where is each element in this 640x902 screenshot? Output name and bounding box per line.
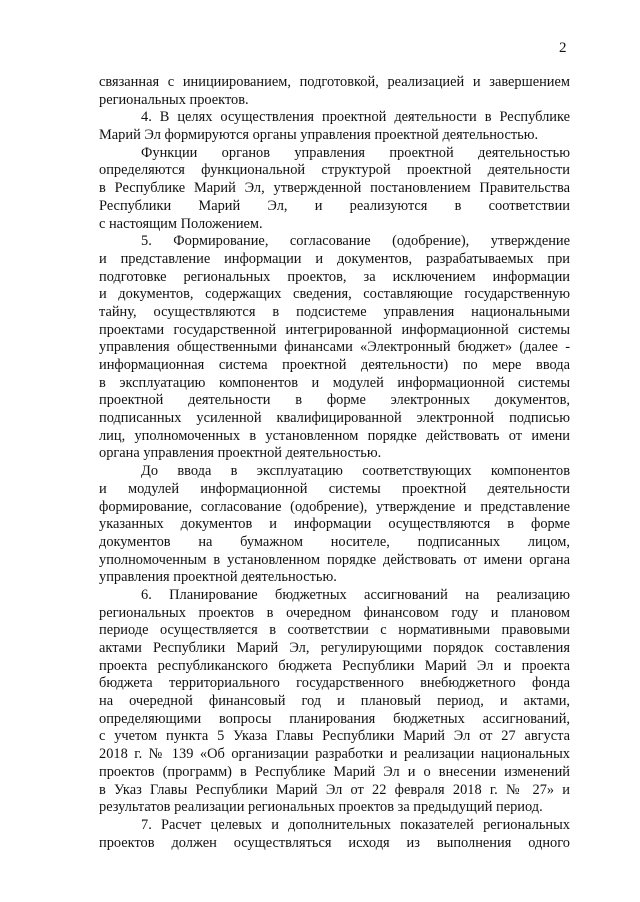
text-line: проектами государственной интегрированной информационной системы: [99, 321, 570, 338]
text-line: бюджета территориального государственного внебюджетного фонда: [99, 675, 570, 692]
text-line: управления проектной деятельностью.: [99, 569, 337, 586]
text-line: региональных проектов в очередном финансовом году и плановом: [99, 604, 570, 621]
text-line: в Республике Марий Эл, утвержденной постановлением Правительства: [99, 180, 570, 197]
page-number: 2: [559, 40, 567, 56]
text-line: проектной деятельности в форме электронных документов,: [99, 392, 570, 409]
text-line: документов на бумажном носителе, подписанных лицом,: [99, 533, 570, 550]
text-line: 5. Формирование, согласование (одобрение), утверждение: [141, 233, 570, 250]
text-line: лиц, уполномоченных в установленном порядке действовать от имени: [99, 427, 570, 444]
text-line: в эксплуатацию компонентов и модулей информационной системы: [99, 374, 570, 391]
text-line: 6. Планирование бюджетных ассигнований на реализацию: [141, 586, 570, 603]
text-line: указанных документов и информации осуществляются в форме: [99, 516, 570, 533]
text-line: определяются функциональной структурой проектной деятельности: [99, 162, 570, 179]
text-line: с настоящим Положением.: [99, 215, 263, 232]
text-line: Марий Эл формируются органы управления проектной деятельностью.: [99, 127, 539, 144]
text-line: формирование, согласование (одобрение), утверждение и представление: [99, 498, 570, 515]
text-line: в Указ Главы Республики Марий Эл от 22 февраля 2018 г. № 27» и: [99, 781, 570, 798]
text-line: До ввода в эксплуатацию соответствующих компонентов: [141, 463, 570, 480]
text-line: определяющими вопросы планирования бюджетных ассигнований,: [99, 710, 570, 727]
text-line: результатов реализации региональных проектов за предыдущий период.: [99, 799, 543, 816]
body-text: [99, 74, 570, 852]
text-line: актами Республики Марий Эл, регулирующими порядок составления: [99, 640, 570, 656]
text-line: подготовке региональных проектов, за исключением информации: [99, 268, 570, 285]
text-line: и модулей информационной системы проектной деятельности: [99, 480, 570, 497]
text-line: 7. Расчет целевых и дополнительных показателей региональных: [141, 816, 570, 833]
text-line: проекта республиканского бюджета Республики Марий Эл и проекта: [99, 657, 570, 674]
text-line: с учетом пункта 5 Указа Главы Республики Марий Эл от 27 августа: [99, 728, 570, 745]
text-line: подписанных усиленной квалифицированной электронной подписью: [99, 410, 570, 427]
text-line: 2018 г. № 139 «Об организации разработки и реализации национальных: [99, 746, 570, 763]
text-line: и документов, содержащих сведения, составляющие государственную: [99, 286, 570, 303]
text-line: Республики Марий Эл, и реализуются в соответствии: [99, 197, 570, 214]
text-line: уполномоченным в установленном порядке действовать от имени органа: [99, 551, 570, 568]
text-line: управления общественными финансами «Электронный бюджет» (далее -: [99, 339, 570, 356]
text-line: периоде осуществляется в соответствии с нормативными правовыми: [99, 622, 570, 639]
text-line: на очередной финансовый год и плановый период, и актами,: [99, 693, 570, 710]
text-line: связанная с инициированием, подготовкой, реализацией и завершением: [99, 74, 570, 90]
text-line: и представление информации и документов, разрабатываемых при: [99, 250, 570, 267]
text-line: органа управления проектной деятельностью.: [99, 445, 382, 462]
text-line: информационная система проектной деятельности) по мере ввода: [99, 357, 570, 373]
text-line: тайну, осуществляются в подсистеме управления национальными: [99, 303, 570, 320]
text-line: проектов должен осуществляться исходя из выполнения одного: [99, 834, 570, 851]
text-line: проектов (программ) в Республике Марий Эл и о внесении изменений: [99, 763, 570, 780]
text-line: 4. В целях осуществления проектной деятельности в Республике: [141, 109, 570, 126]
text-line: Функции органов управления проектной деятельностью: [141, 144, 570, 161]
text-line: региональных проектов.: [99, 91, 249, 108]
